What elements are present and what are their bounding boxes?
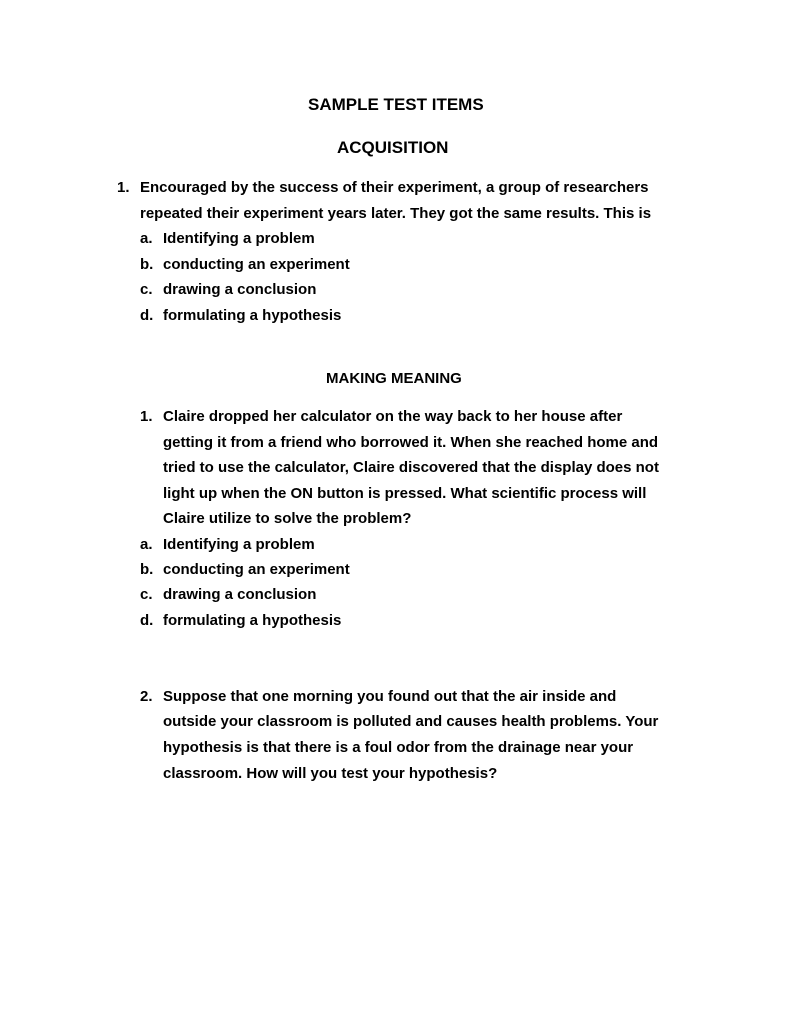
option-text: drawing a conclusion (163, 281, 317, 298)
option-letter: c. (140, 586, 153, 603)
option-text: Identifying a problem (163, 230, 315, 247)
question-text-line: Encouraged by the success of their experiment, a group of researchers (140, 179, 649, 196)
option-letter: b. (140, 561, 154, 578)
section-heading-acquisition: ACQUISITION (337, 138, 449, 157)
question-text-line: getting it from a friend who borrowed it. When she reached home and (163, 434, 659, 451)
question-text-line: Suppose that one morning you found out that the air inside and (163, 688, 617, 705)
question-text-line: repeated their experiment years later. They got the same results. This is (140, 205, 652, 222)
page-title: SAMPLE TEST ITEMS (308, 95, 484, 114)
option-text: conducting an experiment (163, 256, 350, 273)
question-text-line: tried to use the calculator, Claire discovered that the display does not (163, 459, 659, 476)
option-letter: a. (140, 230, 153, 247)
option-text: Identifying a problem (163, 536, 315, 553)
option-letter: a. (140, 536, 153, 553)
question-text-line: light up when the ON button is pressed. What scientific process will (163, 485, 647, 502)
question-number: 1. (140, 408, 153, 425)
question-text-line: Claire dropped her calculator on the way back to her house after (163, 408, 623, 425)
option-text: formulating a hypothesis (163, 612, 342, 629)
option-letter: b. (140, 256, 154, 273)
question-text-line: outside your classroom is polluted and causes health problems. Your (163, 713, 659, 730)
option-text: drawing a conclusion (163, 586, 317, 603)
option-text: formulating a hypothesis (163, 307, 342, 324)
question-number: 1. (117, 179, 130, 196)
question-text-line: hypothesis is that there is a foul odor from the drainage near your (163, 739, 634, 756)
option-letter: d. (140, 307, 154, 324)
question-text-line: classroom. How will you test your hypothesis? (163, 765, 498, 782)
question-number: 2. (140, 688, 153, 705)
question-text-line: Claire utilize to solve the problem? (163, 510, 412, 527)
option-letter: d. (140, 612, 154, 629)
option-letter: c. (140, 281, 153, 298)
section-heading-making-meaning: MAKING MEANING (326, 370, 462, 387)
option-text: conducting an experiment (163, 561, 350, 578)
